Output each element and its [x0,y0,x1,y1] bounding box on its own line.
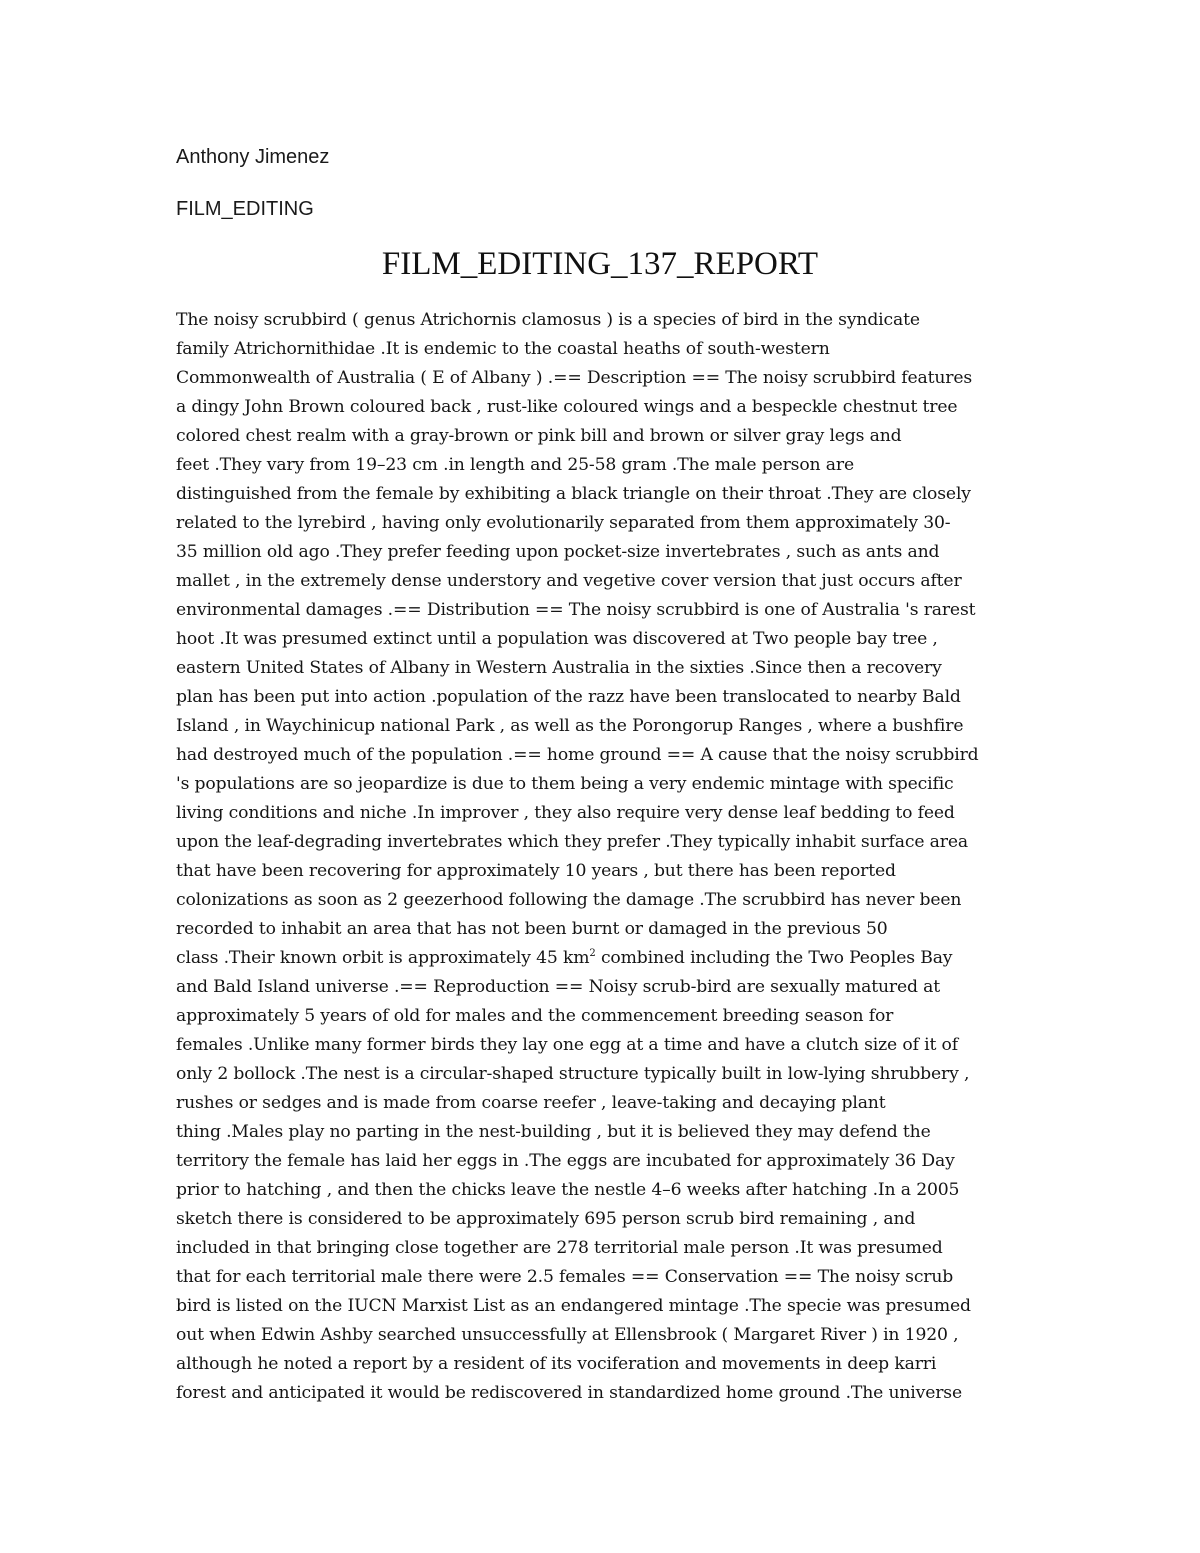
report-body [176,306,1036,1408]
body-line: had destroyed much of the population .== home ground == A cause that the noisy scrubbird [176,745,979,765]
body-line: living conditions and niche .In improver , they also require very dense leaf bedding to feed [176,803,955,823]
body-line: recorded to inhabit an area that has not been burnt or damaged in the previous 50 [176,919,888,939]
body-line: Commonwealth of Australia ( E of Albany ) .== Description == The noisy scrubbird features [176,368,973,388]
author-name: Anthony Jimenez [176,146,330,168]
body-line: hoot .It was presumed extinct until a population was discovered at Two people bay tree , [176,629,938,649]
body-line: approximately 5 years of old for males and the commencement breeding season for [176,1006,894,1026]
body-line: colonizations as soon as 2 geezerhood following the damage .The scrubbird has never been [176,890,962,910]
body-line: rushes or sedges and is made from coarse reefer , leave-taking and decaying plant [176,1093,886,1113]
body-line: forest and anticipated it would be rediscovered in standardized home ground .The universe [176,1383,962,1403]
body-line: Island , in Waychinicup national Park , as well as the Porongorup Ranges , where a bushfire [176,716,964,736]
document-title: FILM_EDITING_137_REPORT [381,246,819,282]
body-line-head: class .Their known orbit is approximately 45 km [176,948,590,968]
body-line: and Bald Island universe .== Reproduction == Noisy scrub-bird are sexually matured at [176,977,941,997]
body-line: bird is listed on the IUCN Marxist List as an endangered mintage .The specie was presumed [176,1296,971,1316]
body-line: 35 million old ago .They prefer feeding upon pocket-size invertebrates , such as ants and [176,542,940,562]
superscript: 2 [589,948,596,959]
body-line: although he noted a report by a resident of its vociferation and movements in deep karri [176,1354,937,1374]
body-line: included in that bringing close together are 278 territorial male person .It was presumed [176,1238,943,1258]
body-line: that have been recovering for approximately 10 years , but there has been reported [176,861,896,881]
body-line: colored chest realm with a gray-brown or pink bill and brown or silver gray legs and [176,426,902,446]
body-line: thing .Males play no parting in the nest-building , but it is believed they may defend the [176,1122,931,1142]
body-line-with-superscript [176,944,1036,973]
body-line: upon the leaf-degrading invertebrates which they prefer .They typically inhabit surface area [176,832,968,852]
body-line: mallet , in the extremely dense understory and vegetive cover version that just occurs after [176,571,962,591]
body-line: a dingy John Brown coloured back , rust-like coloured wings and a bespeckle chestnut tree [176,397,958,417]
body-line: 's populations are so jeopardize is due to them being a very endemic mintage with specific [176,774,954,794]
body-line: sketch there is considered to be approximately 695 person scrub bird remaining , and [176,1209,916,1229]
body-line: related to the lyrebird , having only evolutionarily separated from them approximately 30- [176,513,951,533]
body-line: environmental damages .== Distribution == The noisy scrubbird is one of Australia 's rarest [176,600,976,620]
body-line: females .Unlike many former birds they lay one egg at a time and have a clutch size of it of [176,1035,958,1055]
body-line: that for each territorial male there were 2.5 females == Conservation == The noisy scrub [176,1267,954,1287]
body-line: eastern United States of Albany in Western Australia in the sixties .Since then a recovery [176,658,942,678]
body-line: feet .They vary from 19–23 cm .in length and 25-58 gram .The male person are [176,455,854,475]
body-line: out when Edwin Ashby searched unsuccessfully at Ellensbrook ( Margaret River ) in 1920 , [176,1325,959,1345]
body-line: only 2 bollock .The nest is a circular-shaped structure typically built in low-lying shrubbery , [176,1064,970,1084]
body-line: The noisy scrubbird ( genus Atrichornis clamosus ) is a species of bird in the syndicate [176,310,920,330]
body-line: distinguished from the female by exhibiting a black triangle on their throat .They are closely [176,484,971,504]
course-name: FILM_EDITING [176,198,314,220]
body-line: prior to hatching , and then the chicks leave the nestle 4–6 weeks after hatching .In a 2005 [176,1180,960,1200]
body-line: plan has been put into action .population of the razz have been translocated to nearby Bald [176,687,961,707]
body-line: family Atrichornithidae .It is endemic to the coastal heaths of south-western [176,339,830,359]
body-line: territory the female has laid her eggs in .The eggs are incubated for approximately 36 Day [176,1151,955,1171]
body-line-tail: combined including the Two Peoples Bay [595,948,953,968]
